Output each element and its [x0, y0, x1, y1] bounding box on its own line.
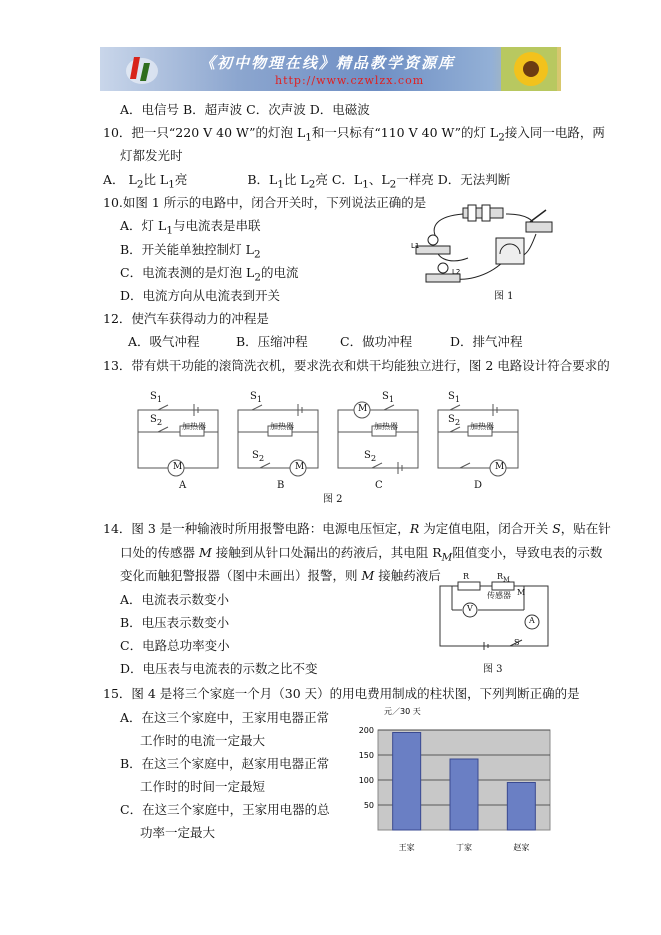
- q10b-option-d: D．电流方向从电流表到开关: [120, 288, 281, 303]
- chart-xtick-label: 王家: [398, 843, 415, 852]
- q15-option-a-line1: A．在这三个家庭中，王家用电器正常: [120, 710, 330, 725]
- fig3-r: R: [463, 572, 470, 581]
- chart-ylabel: 元／30 天: [384, 707, 421, 716]
- fig2-c-s2: $S_2$: [364, 450, 377, 463]
- q14-option-b: B．电压表示数变小: [120, 615, 230, 630]
- q10b-option-b: B．开关能单独控制灯 $L_2$: [120, 242, 261, 261]
- svg-text:L2: L2: [452, 268, 461, 276]
- fig2-a-heater: 加热器: [182, 422, 206, 431]
- sunflower-icon: [501, 47, 557, 91]
- figure-1-circuit: [408, 196, 560, 288]
- q14-option-c: C．电路总功率变小: [120, 638, 230, 653]
- header-banner: [100, 47, 561, 91]
- figure-2-circuits: [128, 392, 524, 494]
- q14-stem-line1: 14．图 3 是一种输液时所用报警电路：电源电压恒定，R 为定值电阻，闭合开关 S，贴在针: [103, 521, 611, 536]
- fig2-a-motor: M: [173, 462, 183, 472]
- q10b-option-a: A．灯 $L_1$与电流表是串联: [120, 218, 261, 237]
- fig2-b-s1: $S_1$: [250, 391, 263, 404]
- q10a-options: A． $L_2$比 $L_1$亮 B．$L_1$比 $L_2$亮 C．$L_1$、$L_2$一样亮 D．无法判断: [103, 172, 511, 191]
- fig2-b-motor: M: [295, 462, 305, 472]
- chart-xtick-label: 赵家: [513, 843, 530, 852]
- figure-2-caption: 图 2: [323, 494, 343, 505]
- fig3-switch: S: [514, 638, 520, 647]
- fig2-c-heater: 加热器: [374, 422, 398, 431]
- q15-option-a-line2: 工作时的电流一定最大: [140, 733, 266, 748]
- q15-option-b-line1: B．在这三个家庭中，赵家用电器正常: [120, 756, 330, 771]
- fig2-a-s2: $S_2$: [150, 414, 163, 427]
- q10a-stem: 10．把一只“220 V 40 W”的灯泡 $L_1$和一只标有“110 V 40 W”的灯 $L_2$接入同一电路，两: [103, 125, 605, 144]
- fig3-m: M: [517, 588, 526, 597]
- fig2-b-heater: 加热器: [270, 422, 294, 431]
- figure-3-circuit: [432, 572, 556, 654]
- fig2-c-s1: $S_1$: [382, 391, 395, 404]
- circuit-b: [238, 404, 318, 476]
- fig2-d-motor: M: [495, 462, 505, 472]
- q12-option-b: B．压缩冲程: [236, 334, 308, 349]
- q14-option-d: D．电压表与电流表的示数之比不变: [120, 661, 318, 676]
- q15-option-c-line1: C．在这三个家庭中，王家用电器的总: [120, 802, 330, 817]
- q10b-stem: 10.如图 1 所示的电路中，闭合开关时，下列说法正确的是: [103, 195, 427, 210]
- fig2-label-a: A: [179, 480, 187, 491]
- site-logo-icon: [122, 49, 162, 89]
- q14-stem-line3: 变化而触犯警报器（图中未画出）报警，则 M 接触药液后: [120, 568, 441, 583]
- q14-option-a: A．电流表示数变小: [120, 592, 230, 607]
- banner-title: 《初中物理在线》精品教学资源库: [200, 54, 456, 72]
- q9-options: A．电信号 B．超声波 C．次声波 D．电磁波: [120, 102, 370, 117]
- q10a-stem-line2: 灯都发光时: [120, 148, 183, 163]
- q12-stem: 12．使汽车获得动力的冲程是: [103, 311, 269, 326]
- q10b-option-c: C．电流表测的是灯泡 $L_2$的电流: [120, 265, 299, 284]
- chart-ytick-label: 150: [358, 751, 374, 760]
- q12-option-c: C．做功冲程: [340, 334, 413, 349]
- fig3-rm: $R_M$: [497, 572, 510, 584]
- fig2-label-d: D: [474, 480, 483, 491]
- chart-bar: [393, 733, 421, 831]
- fig2-c-motor: M: [358, 404, 368, 414]
- figure-1-caption: 图 1: [494, 291, 514, 302]
- q12-option-a: A．吸气冲程: [128, 334, 200, 349]
- fig2-label-c: C: [375, 480, 383, 491]
- q15-option-b-line2: 工作时的时间一定最短: [140, 779, 266, 794]
- figure-3-caption: 图 3: [483, 664, 503, 675]
- chart-ytick-label: 100: [358, 776, 374, 785]
- fig2-b-s2: $S_2$: [252, 450, 265, 463]
- fig3-voltmeter: V: [467, 604, 473, 613]
- fig2-d-s2: $S_2$: [448, 414, 461, 427]
- chart-ytick-label: 200: [358, 726, 374, 735]
- banner-url[interactable]: http://www.czwlzx.com: [275, 74, 425, 87]
- fig3-sensor: 传感器: [487, 591, 511, 600]
- q15-stem: 15．图 4 是将三个家庭一个月（30 天）的用电费用制成的柱状图，下列判断正确的是: [103, 686, 580, 701]
- chart-bar: [450, 759, 478, 830]
- q12-option-d: D．排气冲程: [450, 334, 523, 349]
- chart-xtick-label: 丁家: [456, 843, 472, 852]
- fig2-a-s1: $S_1$: [150, 391, 163, 404]
- chart-bar: [507, 783, 535, 831]
- fig2-label-b: B: [277, 480, 285, 491]
- q15-option-c-line2: 功率一定最大: [140, 825, 216, 840]
- q14-stem-line2: 口处的传感器 M 接触到从针口处漏出的药液后，其电阻 $R_M$阻值变小，导致电表的示数: [120, 545, 603, 564]
- fig2-d-s1: $S_1$: [448, 391, 461, 404]
- chart-ytick-label: 50: [363, 801, 374, 810]
- figure-4-bar-chart: [340, 700, 565, 860]
- q13-stem: 13．带有烘干功能的滚筒洗衣机，要求洗衣和烘干均能独立进行，图 2 电路设计符合要求的: [103, 358, 610, 373]
- fig2-d-heater: 加热器: [470, 422, 494, 431]
- svg-text:L1: L1: [411, 242, 420, 250]
- fig3-ammeter: A: [529, 616, 535, 625]
- circuit-c: [338, 402, 418, 474]
